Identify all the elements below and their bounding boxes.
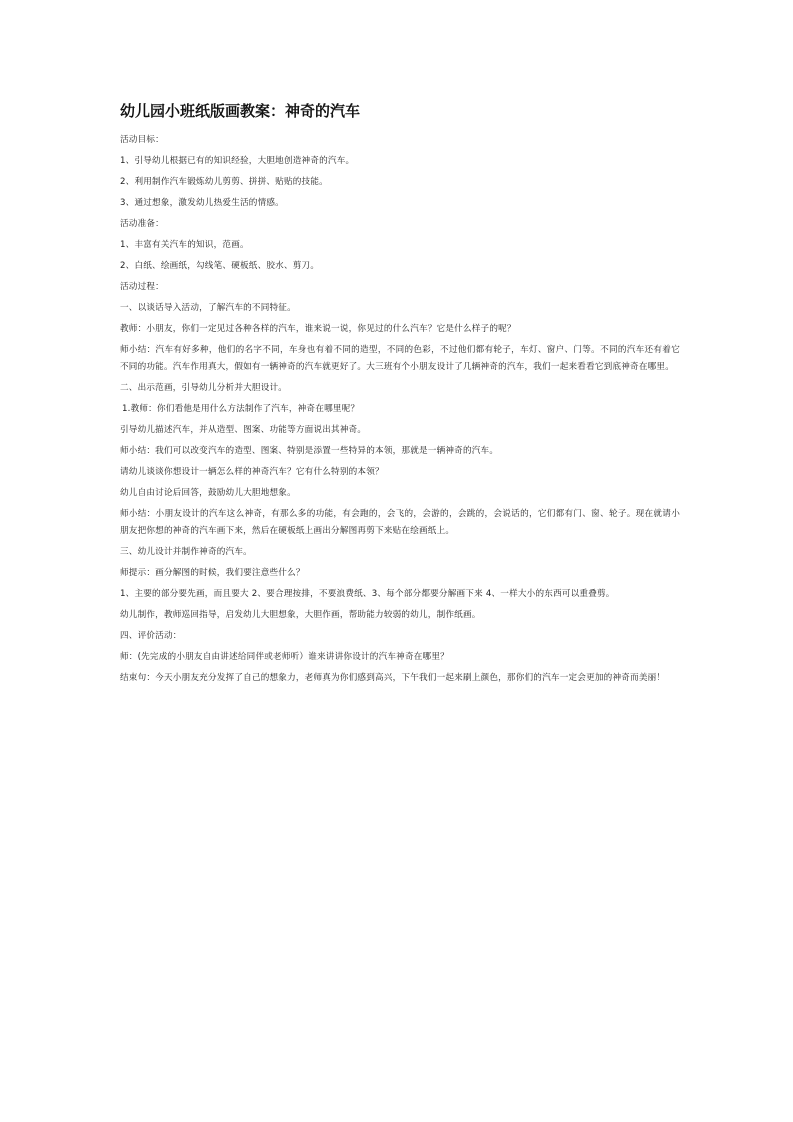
paragraph: 结束句：今天小朋友充分发挥了自己的想象力，老师真为你们感到高兴，下午我们一起来刷上颜色，那你们的汽车一定会更加的神奇而美丽！ bbox=[120, 673, 666, 683]
paragraph: 1、引导幼儿根据已有的知识经验，大胆地创造神奇的汽车。 bbox=[120, 156, 355, 166]
paragraph: 一、以谈话导入活动，了解汽车的不同特征。 bbox=[120, 303, 296, 313]
paragraph: 师提示：画分解图的时候，我们要注意些什么？ bbox=[120, 568, 305, 578]
paragraph: 师小结：汽车有好多种，他们的名字不同，车身也有着不同的造型，不同的色彩，不过他们都有轮子，车灯、窗户、门等。不同的汽车还有着它不同的功能。汽车作用真大，假如有一辆神奇的汽车就更好了。大三班有个小朋友设计了几辆神奇的汽车，我们一起来看看它到底神奇在哪里。 bbox=[120, 345, 680, 372]
paragraph: 师小结：我们可以改变汽车的造型、图案、特别是添置一些特异的本领，那就是一辆神奇的汽车。 bbox=[120, 446, 499, 456]
paragraph: 2、白纸、绘画纸，勾线笔、硬板纸、胶水、剪刀。 bbox=[120, 261, 320, 271]
document-title: 幼儿园小班纸版画教案：神奇的汽车 bbox=[120, 102, 361, 120]
paragraph: 四、评价活动： bbox=[120, 631, 182, 641]
paragraph: 活动准备： bbox=[120, 219, 164, 229]
document-body bbox=[120, 132, 680, 687]
paragraph: 幼儿制作，教师巡回指导，启发幼儿大胆想象，大胆作画，帮助能力较弱的幼儿，制作纸画。 bbox=[120, 610, 481, 620]
paragraph: 三、幼儿设计并制作神奇的汽车。 bbox=[120, 547, 252, 557]
paragraph: 1、丰富有关汽车的知识，范画。 bbox=[120, 240, 249, 250]
paragraph: 请幼儿谈谈你想设计一辆怎么样的神奇汽车？它有什么特别的本领？ bbox=[120, 467, 384, 477]
document-page bbox=[120, 100, 680, 691]
paragraph: 3、通过想象，激发幼儿热爱生活的情感。 bbox=[120, 198, 284, 208]
paragraph: 引导幼儿描述汽车，并从造型、图案、功能等方面说出其神奇。 bbox=[120, 425, 367, 435]
paragraph: 活动过程： bbox=[120, 282, 164, 292]
paragraph: 教师：小朋友，你们一定见过各种各样的汽车，谁来说一说，你见过的什么汽车？它是什么样子的呢？ bbox=[120, 324, 516, 334]
paragraph: 2、利用制作汽车锻炼幼儿剪剪、拼拼、贴贴的技能。 bbox=[120, 177, 328, 187]
paragraph: 师：(先完成的小朋友自由讲述给同伴或老师听）谁来讲讲你设计的汽车神奇在哪里？ bbox=[120, 652, 449, 662]
paragraph: 师小结：小朋友设计的汽车这么神奇，有那么多的功能，有会跑的，会飞的，会游的，会跳的，会说话的，它们都有门、窗、轮子。现在就请小朋友把你想的神奇的汽车画下来，然后在硬板纸上画出分解图再剪下来贴在绘画纸上。 bbox=[120, 509, 680, 536]
paragraph: 活动目标： bbox=[120, 135, 164, 145]
paragraph: 1.教师：你们看他是用什么方法制作了汽车，神奇在哪里呢？ bbox=[122, 404, 360, 414]
paragraph: 幼儿自由讨论后回答，鼓励幼儿大胆地想象。 bbox=[120, 488, 296, 498]
paragraph: 二、出示范画，引导幼儿分析并大胆设计。 bbox=[120, 383, 288, 393]
paragraph: 1、主要的部分要先画，而且要大 2、要合理按排，不要浪费纸、3、每个部分都要分解画下来 4、一样大小的东西可以重叠剪。 bbox=[120, 589, 615, 599]
